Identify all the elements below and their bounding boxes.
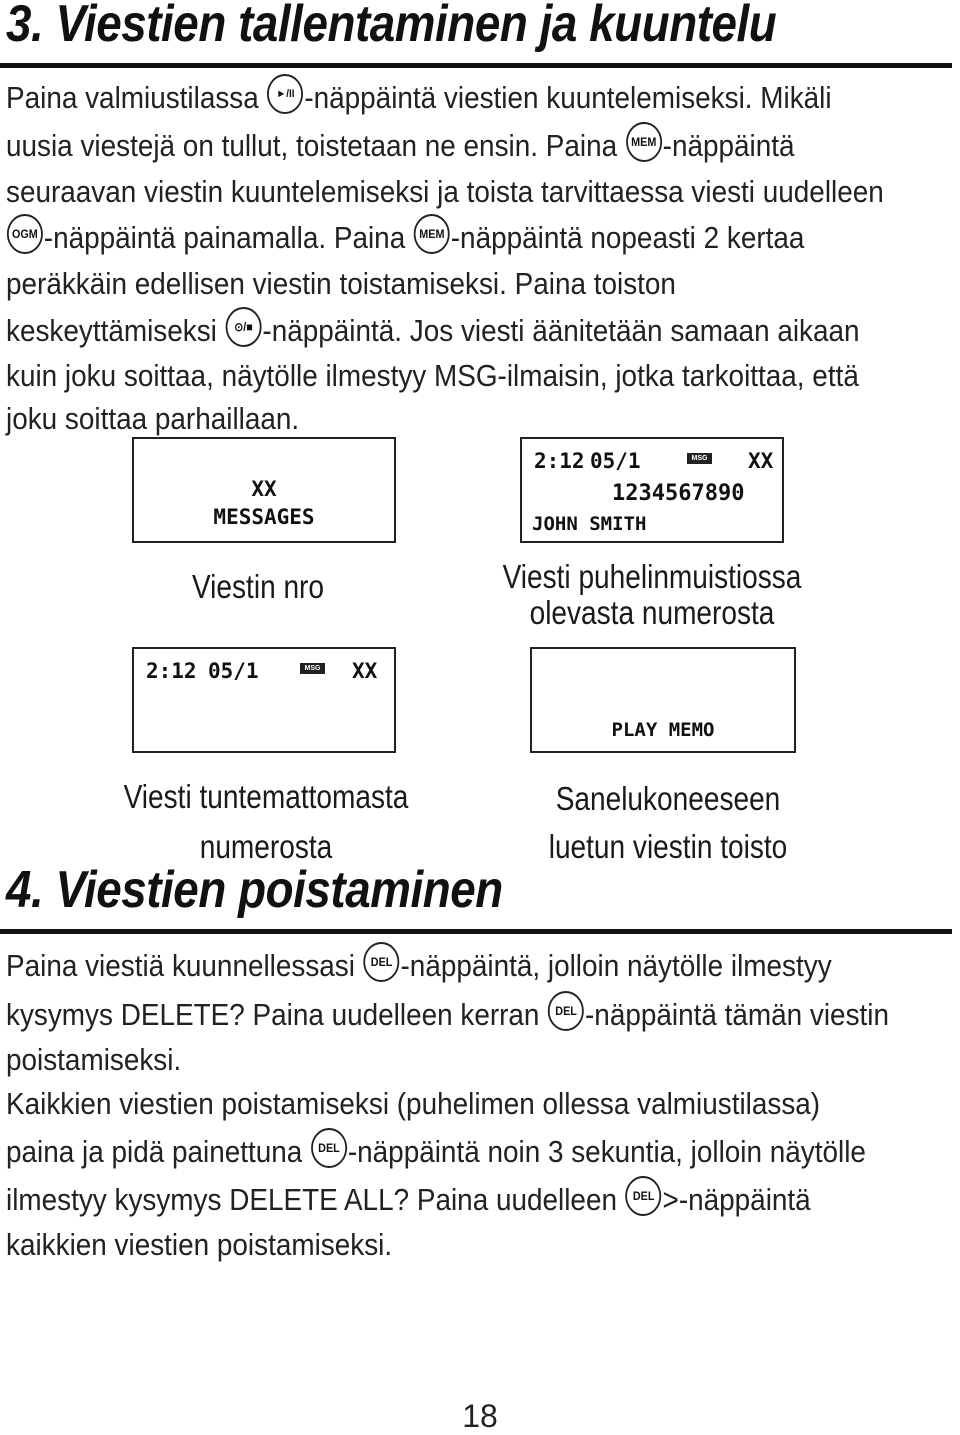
- body-line: keskeyttämiseksi ⊙/■ -näppäintä. Jos viesti äänitetään samaan aikaan: [6, 307, 884, 354]
- section-4-rule: [0, 929, 952, 934]
- body-line: poistamiseksi.: [6, 1042, 182, 1077]
- lcd-play-memo: [530, 647, 796, 753]
- body-line: peräkkäin edellisen viestin toistamiseksi. Paina toiston: [6, 266, 676, 301]
- body-line: Paina valmiustilassa ►/II -näppäintä viestien kuuntelemiseksi. Mikäli: [6, 73, 884, 122]
- play-pause-key-icon: ►/II: [267, 74, 303, 114]
- section-4-body: [6, 941, 960, 1267]
- del-key-icon: DEL: [364, 942, 400, 982]
- body-line: kysymys DELETE? Paina uudelleen kerran DEL -näppäintä tämän viestin: [6, 990, 889, 1039]
- mem-key-icon: MEM: [626, 122, 662, 162]
- lcd-count: XX: [251, 477, 277, 501]
- lcd-unknown-caller: [132, 647, 396, 753]
- section-3-body: [6, 73, 960, 440]
- lcd-message-count: [132, 437, 396, 543]
- lcd-messages-label: MESSAGES: [213, 505, 315, 529]
- body-line: uusia viestejä on tullut, toistetaan ne ensin. Paina MEM -näppäintä: [6, 122, 884, 169]
- body-line: Kaikkien viestien poistamiseksi (puhelimen ollessa valmiustilassa): [6, 1086, 821, 1121]
- lcd-count: XX: [352, 659, 378, 683]
- section-3-rule: [0, 63, 952, 68]
- mem-key-icon: MEM: [414, 214, 450, 254]
- del-key-icon: DEL: [626, 1176, 662, 1216]
- caption-message-number: Viestin nro: [191, 568, 325, 605]
- stop-key-icon: ⊙/■: [226, 307, 262, 347]
- msg-indicator-icon: MSG: [300, 663, 325, 674]
- lcd-play-memo-label: PLAY MEMO: [611, 719, 715, 741]
- body-line: kaikkien viestien poistamiseksi.: [6, 1227, 393, 1262]
- caption-phonebook-message: Viesti puhelinmuistiossa olevasta numerosta: [502, 558, 802, 631]
- msg-indicator-icon: MSG: [687, 453, 712, 464]
- lcd-time: 2:12: [534, 449, 585, 473]
- body-line: ilmestyy kysymys DELETE ALL? Paina uudelleen DEL >-näppäintä: [6, 1177, 889, 1223]
- body-line: Paina viestiä kuunnellessasi DEL -näppäintä, jolloin näytölle ilmestyy: [6, 941, 889, 990]
- del-key-icon: DEL: [548, 991, 584, 1031]
- lcd-count: XX: [748, 449, 774, 473]
- body-line: seuraavan viestin kuuntelemiseksi ja toista tarvittaessa viesti uudelleen: [6, 174, 884, 209]
- lcd-date: 05/1: [208, 659, 259, 683]
- lcd-date: 05/1: [590, 449, 641, 473]
- del-key-icon: DEL: [311, 1128, 347, 1168]
- lcd-known-caller: [520, 437, 784, 543]
- body-line: paina ja pidä painettuna DEL -näppäintä noin 3 sekuntia, jolloin näytölle: [6, 1127, 889, 1177]
- body-line: OGM -näppäintä painamalla. Paina MEM -näppäintä nopeasti 2 kertaa: [6, 215, 884, 261]
- caption-memo-playback: Sanelukoneeseen luetun viestin toisto: [548, 780, 788, 865]
- lcd-caller-name: JOHN SMITH: [532, 513, 647, 535]
- caption-unknown-number: Viesti tuntemattomasta numerosta: [123, 778, 409, 865]
- body-line: kuin joku soittaa, näytölle ilmestyy MSG-ilmaisin, jotka tarkoittaa, että: [6, 358, 859, 393]
- lcd-number: 1234567890: [612, 481, 745, 506]
- page-number: 18: [462, 1398, 498, 1434]
- lcd-time: 2:12: [146, 659, 197, 683]
- body-line: joku soittaa parhaillaan.: [6, 401, 300, 436]
- section-4-heading: 4. Viestien poistaminen: [6, 861, 503, 919]
- ogm-key-icon: OGM: [7, 214, 43, 254]
- section-3-heading: 3. Viestien tallentaminen ja kuuntelu: [6, 0, 777, 53]
